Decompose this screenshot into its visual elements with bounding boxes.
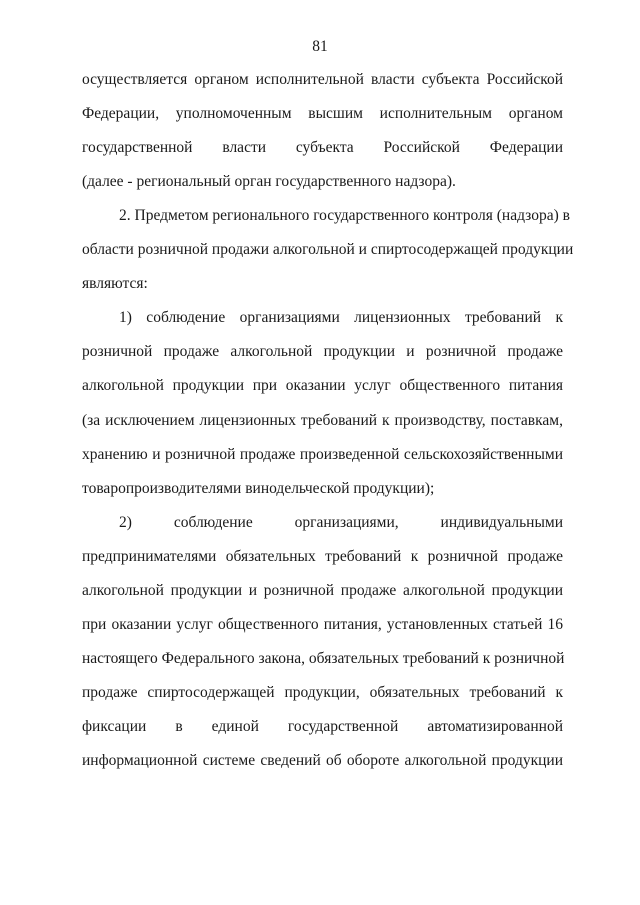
text-line: области розничной продажи алкогольной и спиртосодержащей продукции — [82, 241, 574, 259]
text-line: информационной системе сведений об обороте алкогольной продукции — [82, 752, 563, 769]
text-line: фиксации в единой государственной автоматизированной — [82, 717, 563, 735]
text-line: 2. Предметом регионального государственного контроля (надзора) в — [119, 207, 570, 225]
text-line: товаропроизводителями винодельческой продукции); — [82, 479, 435, 497]
text-line: осуществляется органом исполнительной власти субъекта Российской — [82, 71, 563, 88]
text-line: 1) соблюдение организациями лицензионных требований к — [119, 309, 563, 327]
text-line: алкогольной продукции при оказании услуг общественного питания — [82, 377, 563, 395]
text-line: алкогольной продукции и розничной продаже алкогольной продукции — [82, 581, 563, 599]
text-line: государственной власти субъекта Российской Федерации — [82, 139, 563, 157]
text-line: 2) соблюдение организациями, индивидуальными — [119, 513, 563, 531]
text-line: продаже спиртосодержащей продукции, обязательных требований к — [82, 683, 563, 701]
text-line: при оказании услуг общественного питания, установленных статьей 16 — [82, 615, 563, 633]
text-line: являются: — [82, 275, 148, 293]
text-line: настоящего Федерального закона, обязательных требований к розничной — [82, 649, 565, 667]
text-line: Федерации, уполномоченным высшим исполнительным органом — [82, 105, 563, 123]
page-number: 81 — [312, 38, 328, 55]
text-line: (далее - региональный орган государственного надзора). — [82, 173, 456, 191]
text-line: предпринимателями обязательных требований к розничной продаже — [82, 547, 563, 565]
text-line: хранению и розничной продаже произведенной сельскохозяйственными — [82, 445, 563, 463]
text-line: (за исключением лицензионных требований к производству, поставкам, — [82, 411, 563, 429]
text-line: розничной продаже алкогольной продукции и розничной продаже — [82, 343, 563, 361]
